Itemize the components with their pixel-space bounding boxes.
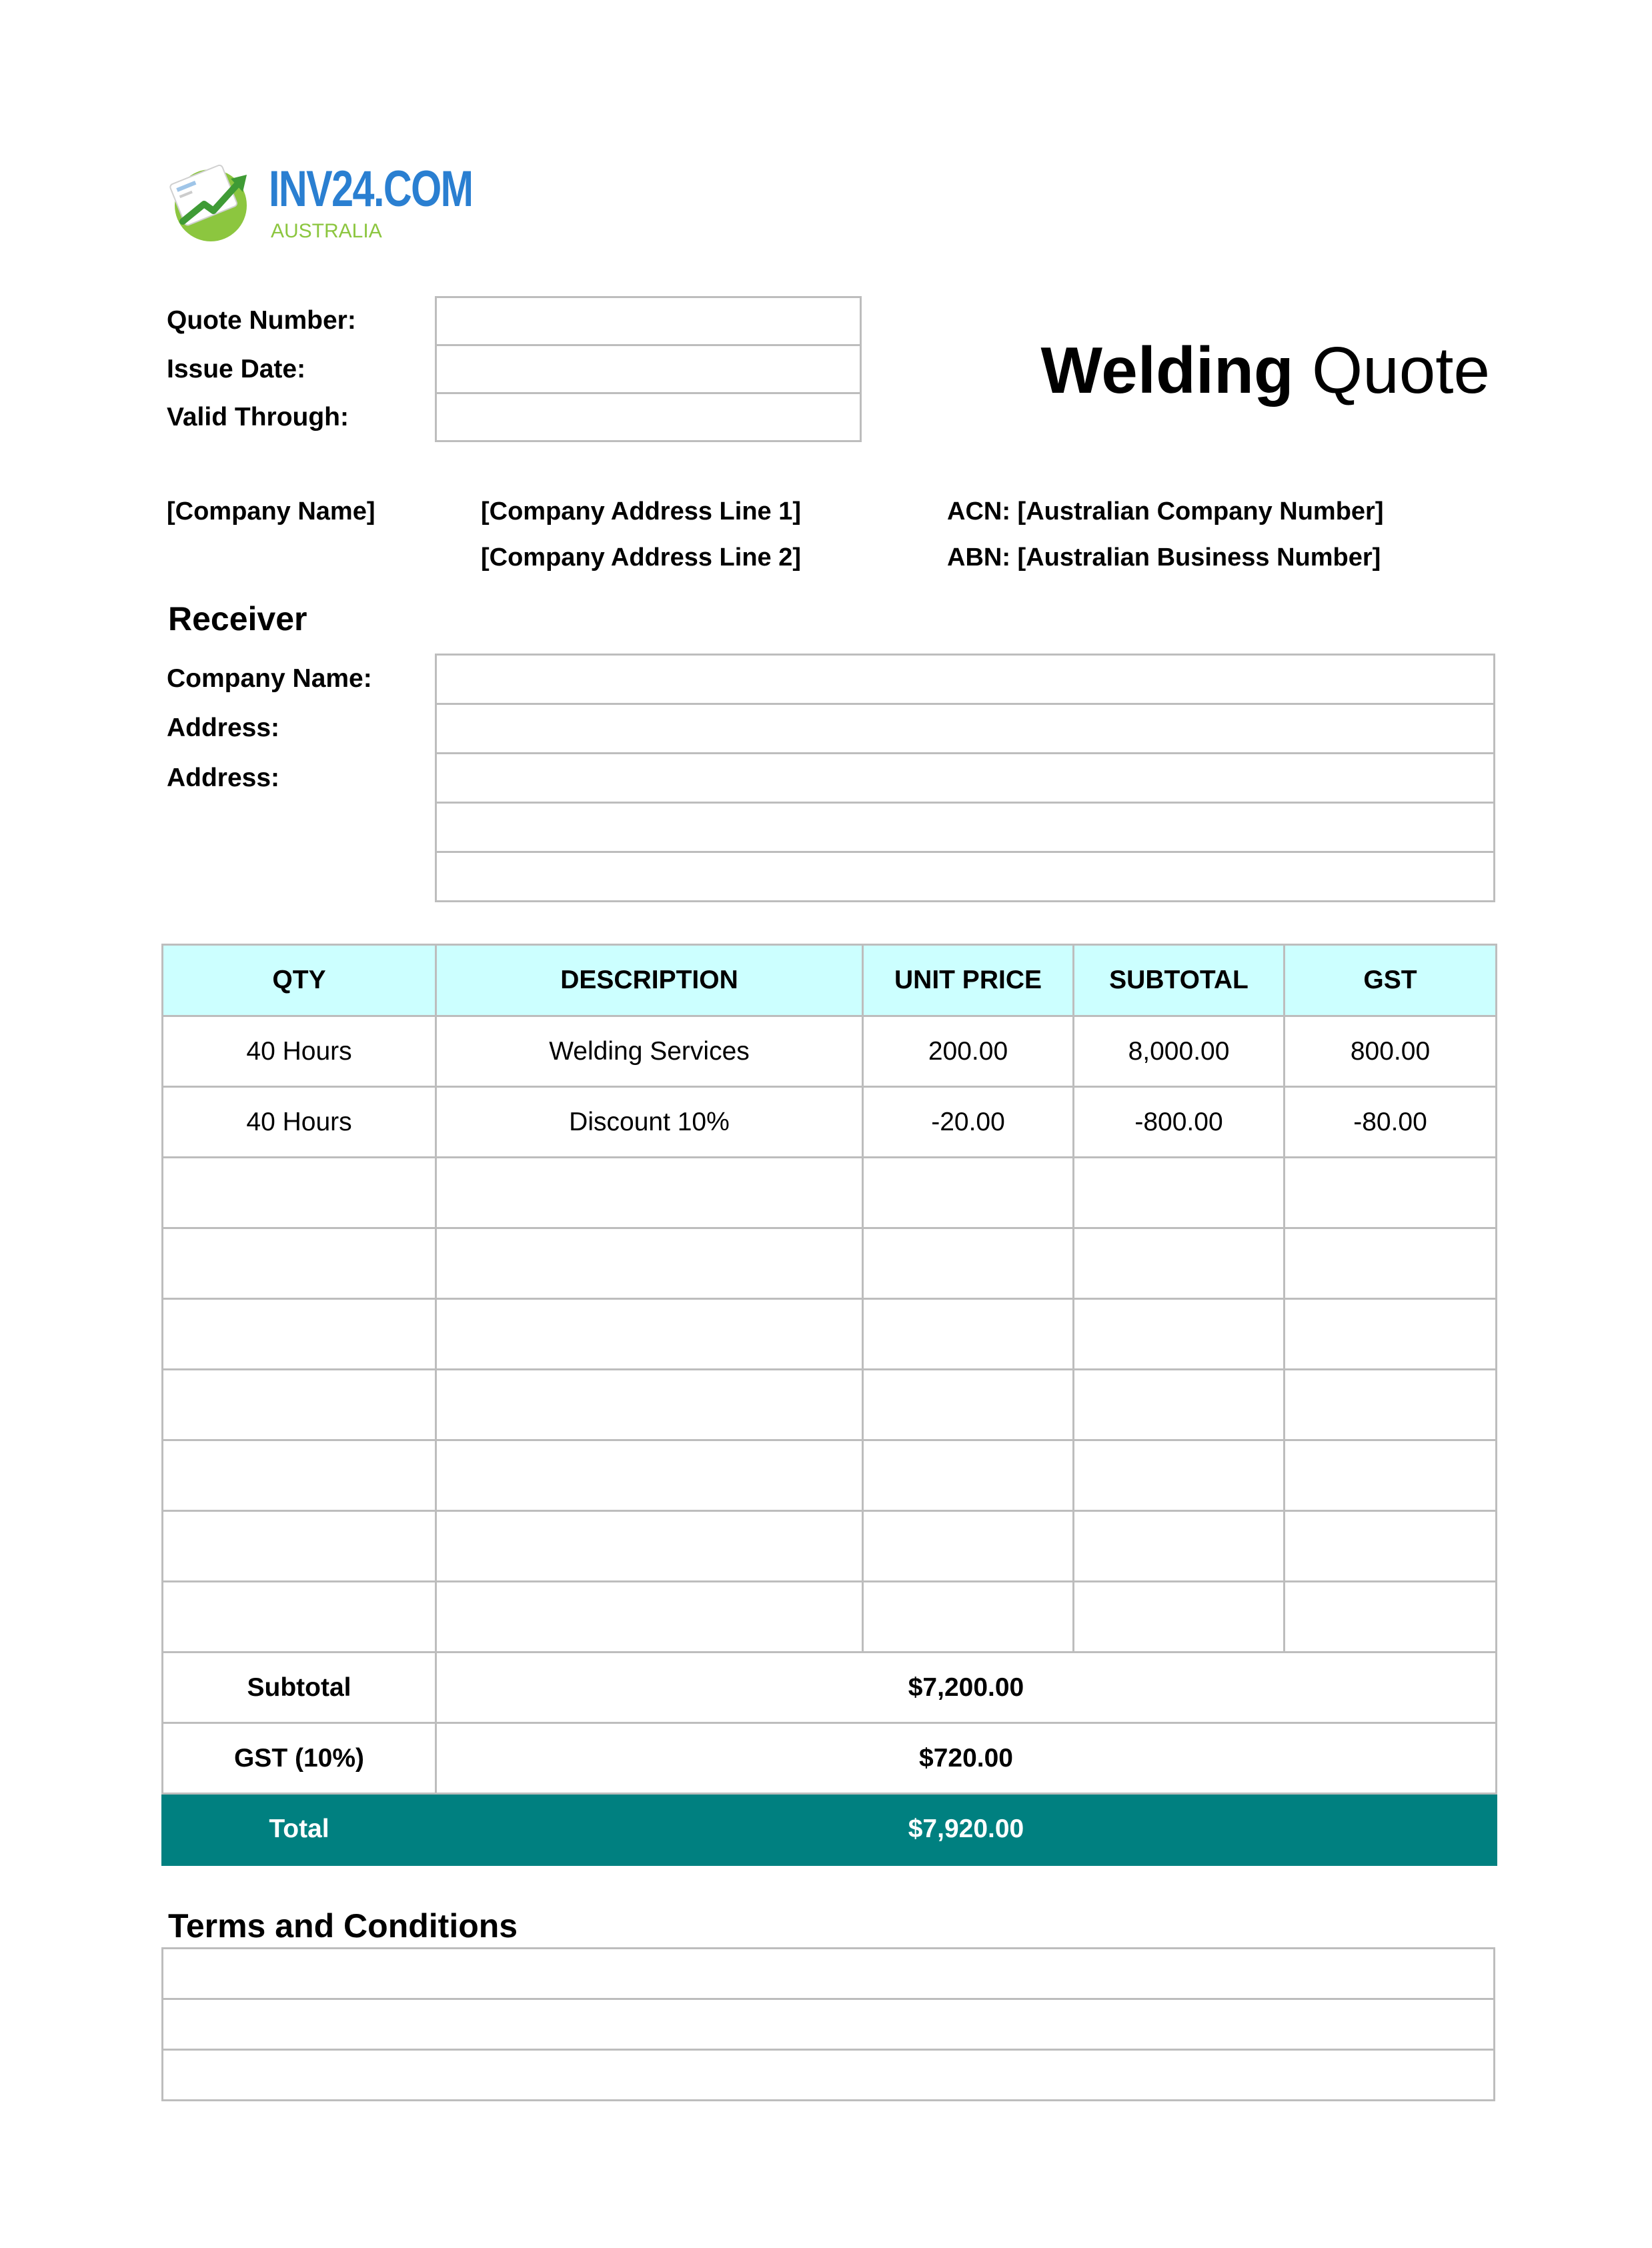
cell-empty[interactable] (1074, 1370, 1285, 1440)
cell-empty[interactable] (863, 1511, 1074, 1582)
terms-line-2[interactable] (161, 1998, 1495, 2051)
issue-date-field[interactable] (435, 344, 862, 394)
total-label: Total (163, 1794, 436, 1865)
cell-empty[interactable] (163, 1228, 436, 1299)
cell-empty[interactable] (436, 1370, 863, 1440)
cell-empty[interactable] (1285, 1299, 1497, 1370)
cell-empty[interactable] (1074, 1299, 1285, 1370)
cell-empty[interactable] (163, 1440, 436, 1511)
cell-empty[interactable] (1074, 1158, 1285, 1228)
receiver-address-field-4[interactable] (435, 851, 1495, 902)
cell-empty[interactable] (163, 1370, 436, 1440)
table-row-empty (163, 1299, 1497, 1370)
cell-empty[interactable] (436, 1582, 863, 1652)
cell-empty[interactable] (863, 1582, 1074, 1652)
cell-empty[interactable] (863, 1299, 1074, 1370)
cell-empty[interactable] (1285, 1440, 1497, 1511)
cell-subtotal[interactable]: 8,000.00 (1074, 1016, 1285, 1087)
receiver-company-label: Company Name: (167, 664, 372, 693)
table-row-empty (163, 1228, 1497, 1299)
receiver-heading: Receiver (168, 600, 307, 638)
gst-value: $720.00 (436, 1723, 1497, 1794)
cell-subtotal[interactable]: -800.00 (1074, 1087, 1285, 1158)
total-row (163, 1794, 1497, 1865)
company-address-2: [Company Address Line 2] (481, 543, 802, 572)
table-row (163, 1016, 1497, 1087)
gst-row (163, 1723, 1497, 1794)
table-header-row (163, 945, 1497, 1016)
receiver-company-field[interactable] (435, 654, 1495, 705)
receiver-address-label-2: Address: (167, 764, 280, 792)
cell-empty[interactable] (863, 1228, 1074, 1299)
cell-qty[interactable]: 40 Hours (163, 1087, 436, 1158)
header-subtotal: SUBTOTAL (1074, 945, 1285, 1016)
table-row-empty (163, 1440, 1497, 1511)
company-address-1: [Company Address Line 1] (481, 497, 802, 525)
cell-empty[interactable] (1285, 1511, 1497, 1582)
quote-number-field[interactable] (435, 296, 862, 346)
receiver-address-field-3[interactable] (435, 802, 1495, 853)
receiver-address-field-1[interactable] (435, 703, 1495, 754)
terms-heading: Terms and Conditions (168, 1907, 518, 1945)
terms-line-3[interactable] (161, 2049, 1495, 2101)
cell-empty[interactable] (1285, 1158, 1497, 1228)
document-title (1040, 333, 1490, 407)
cell-unit-price[interactable]: 200.00 (863, 1016, 1074, 1087)
company-name: [Company Name] (167, 497, 375, 525)
table-row-empty (163, 1511, 1497, 1582)
issue-date-label: Issue Date: (167, 355, 306, 383)
cell-empty[interactable] (1285, 1370, 1497, 1440)
logo-region: AUSTRALIA (271, 220, 382, 242)
gst-label: GST (10%) (163, 1723, 436, 1794)
cell-empty[interactable] (436, 1299, 863, 1370)
cell-description[interactable]: Discount 10% (436, 1087, 863, 1158)
header-description: DESCRIPTION (436, 945, 863, 1016)
cell-empty[interactable] (1074, 1511, 1285, 1582)
cell-description[interactable]: Welding Services (436, 1016, 863, 1087)
receiver-address-field-2[interactable] (435, 752, 1495, 804)
title-rest: Quote (1312, 333, 1490, 407)
terms-line-1[interactable] (161, 1947, 1495, 2000)
cell-empty[interactable] (163, 1511, 436, 1582)
cell-empty[interactable] (163, 1299, 436, 1370)
cell-gst[interactable]: -80.00 (1285, 1087, 1497, 1158)
cell-empty[interactable] (163, 1158, 436, 1228)
cell-empty[interactable] (1074, 1440, 1285, 1511)
logo-brand: INV24.COM (269, 161, 473, 217)
cell-empty[interactable] (163, 1582, 436, 1652)
cell-empty[interactable] (436, 1228, 863, 1299)
cell-gst[interactable]: 800.00 (1285, 1016, 1497, 1087)
valid-through-field[interactable] (435, 392, 862, 442)
company-abn: ABN: [Australian Business Number] (947, 543, 1381, 572)
cell-empty[interactable] (1285, 1582, 1497, 1652)
quote-number-label: Quote Number: (167, 306, 356, 335)
cell-empty[interactable] (1074, 1582, 1285, 1652)
cell-qty[interactable]: 40 Hours (163, 1016, 436, 1087)
cell-empty[interactable] (863, 1158, 1074, 1228)
header-unit-price: UNIT PRICE (863, 945, 1074, 1016)
total-value: $7,920.00 (436, 1794, 1497, 1865)
cell-empty[interactable] (436, 1511, 863, 1582)
cell-empty[interactable] (863, 1370, 1074, 1440)
valid-through-label: Valid Through: (167, 403, 349, 431)
cell-empty[interactable] (1285, 1228, 1497, 1299)
cell-empty[interactable] (1074, 1228, 1285, 1299)
cell-unit-price[interactable]: -20.00 (863, 1087, 1074, 1158)
cell-empty[interactable] (436, 1158, 863, 1228)
header-qty: QTY (163, 945, 436, 1016)
title-bold: Welding (1040, 333, 1294, 407)
cell-empty[interactable] (436, 1440, 863, 1511)
subtotal-label: Subtotal (163, 1652, 436, 1723)
table-row (163, 1087, 1497, 1158)
items-table (161, 944, 1497, 1866)
receiver-address-label-1: Address: (167, 714, 280, 742)
logo-icon (167, 157, 260, 244)
subtotal-value: $7,200.00 (436, 1652, 1497, 1723)
table-row-empty (163, 1582, 1497, 1652)
table-row-empty (163, 1158, 1497, 1228)
company-acn: ACN: [Australian Company Number] (947, 497, 1384, 525)
header-gst: GST (1285, 945, 1497, 1016)
cell-empty[interactable] (863, 1440, 1074, 1511)
table-row-empty (163, 1370, 1497, 1440)
subtotal-row (163, 1652, 1497, 1723)
